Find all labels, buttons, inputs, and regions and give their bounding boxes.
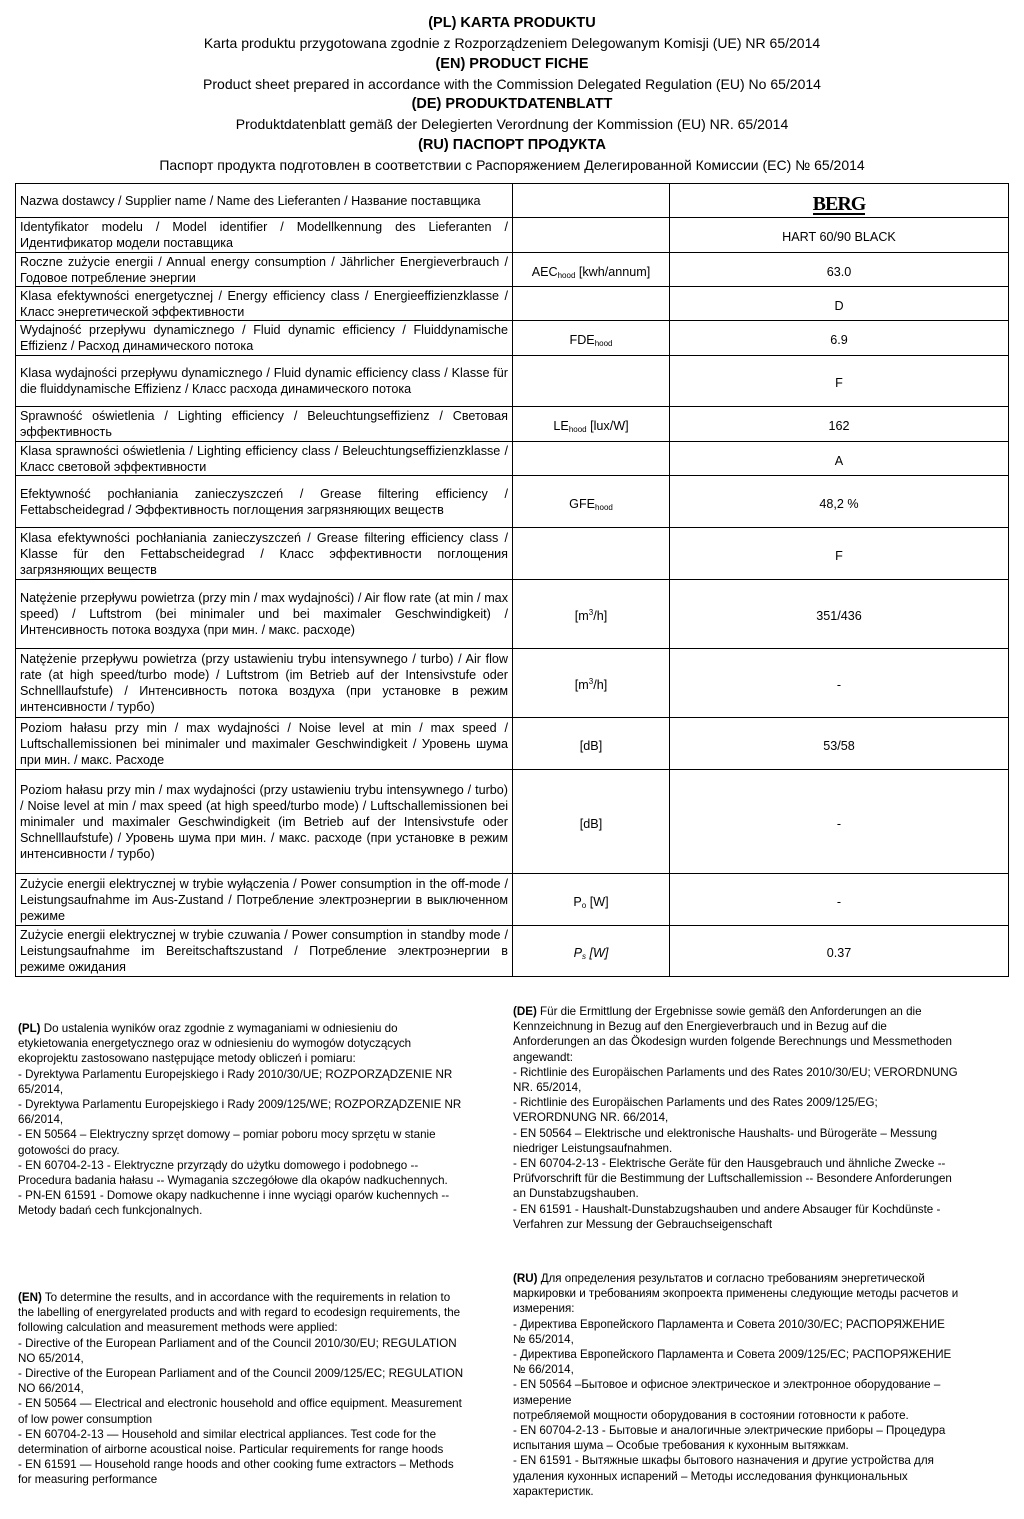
value-text: F — [835, 548, 843, 563]
unit-suffix: [W] — [586, 894, 609, 909]
value-cell — [670, 874, 1009, 926]
parameter-label: Poziom hałasu przy min / max wydajności (przy ustawieniu trybu intensywnego / turbo) / Noise level at min / max speed (at high speed/turbo mode) / Luftschallemissionen bei minimaler und maximaler Geschwindigkeit (im Betrieb auf der Intensivstufe oder Schnelllaufstufe) / Уровень шума при мин. / макс. расходе (при установке в режим интенсивности / турбо) — [16, 770, 513, 874]
unit-suffix: [lux/W] — [586, 419, 629, 433]
value-text: HART 60/90 BLACK — [782, 230, 896, 244]
product-fiche-table — [15, 183, 1009, 977]
method-line: - Richtlinie des Europäischen Parlaments und des Rates 2010/30/EU; VERORDNUNG — [513, 1065, 958, 1079]
method-line: - EN 60704-2-13 - Elektryczne przyrządy do użytku domowego i podobnego -- — [18, 1158, 419, 1172]
method-text: Für die Ermittlung der Ergebnisse sowie gemäß den Anforderungen an die — [536, 1005, 922, 1018]
method-line: 66/2014, — [18, 1113, 64, 1127]
method-line: - EN 61591 — Household range hoods and other cooking fume extractors – Methods — [18, 1458, 454, 1472]
value-text: - — [836, 816, 842, 831]
unit-symbol: [dB] — [579, 816, 603, 831]
method-text: Do ustalenia wyników oraz zgodnie z wymaganiami w odniesieniu do — [40, 1022, 398, 1035]
unit-symbol: P — [573, 946, 582, 960]
table-row — [16, 253, 1009, 287]
method-line: angewandt: — [513, 1050, 573, 1064]
table-row — [16, 218, 1009, 253]
table-row — [16, 321, 1009, 356]
value-text: D — [834, 298, 844, 313]
method-line — [18, 1290, 513, 1305]
value-text: 0.37 — [826, 946, 852, 960]
table-row — [16, 476, 1009, 528]
method-line: VERORDNUNG NR. 66/2014, — [513, 1111, 669, 1125]
language-tag: (RU) — [513, 1272, 538, 1285]
method-line: for measuring performance — [18, 1473, 158, 1487]
unit-symbol: [m — [574, 609, 589, 623]
method-line: Kennzeichnung in Bezug auf den Energieverbrauch und in Bezug auf die — [513, 1020, 887, 1034]
unit-suffix: [kwh/annum] — [575, 264, 651, 279]
method-line: - Директива Европейского Парламента и Совета 2010/30/ЕС; РАСПОРЯЖЕНИЕ — [513, 1317, 945, 1331]
unit-cell — [513, 218, 670, 253]
value-cell — [670, 528, 1009, 580]
method-line: № 65/2014, — [513, 1332, 574, 1346]
berg-logo: BERG — [812, 192, 866, 215]
unit-suffix: /h] — [593, 678, 608, 692]
header-title: (EN) PRODUCT FICHE — [435, 55, 589, 72]
table-row — [16, 649, 1009, 718]
unit-cell — [513, 184, 670, 218]
method-line — [513, 1004, 1008, 1019]
unit-cell — [513, 649, 670, 718]
method-line: - PN-EN 61591 - Domowe okapy nadkuchenne i inne wyciągi oparów kuchennych -- — [18, 1189, 450, 1203]
parameter-label: Klasa wydajności przepływu dynamicznego / Fluid dynamic efficiency class / Klasse für die fluiddynamische Effizienz / Класс расхода динамического потока — [16, 356, 513, 407]
value-cell — [670, 253, 1009, 287]
value-cell — [670, 718, 1009, 770]
parameter-label: Natężenie przepływu powietrza (przy ustawieniu trybu intensywnego / turbo) / Air flow rate (at high speed/turbo mode) / Luftstrom (im Betrieb auf der Intensivstufe oder Schnelllaufstufe) / Интенсивность потока воздуха (при установке в режим интенсивности / турбо) — [16, 649, 513, 718]
table-row — [16, 718, 1009, 770]
unit-cell — [513, 718, 670, 770]
unit-symbol: FDE — [569, 333, 595, 347]
unit-subscript: hood — [568, 425, 587, 434]
value-cell — [670, 287, 1009, 321]
method-line: - Directive of the European Parliament and of the Council 2010/30/EU; REGULATION — [18, 1336, 457, 1350]
unit-subscript: o — [581, 900, 587, 910]
value-cell — [670, 321, 1009, 356]
unit-cell — [513, 476, 670, 528]
language-tag: (PL) — [18, 1022, 41, 1035]
parameter-label: Nazwa dostawcy / Supplier name / Name des Lieferanten / Название поставщика — [16, 184, 513, 218]
method-line: маркировки и требованиям экопроекта применены следующие методы расчетов и — [513, 1287, 959, 1301]
unit-cell — [513, 356, 670, 407]
header-subtitle: Karta produktu przygotowana zgodnie z Rozporządzeniem Delegowanym Komisji (UE) NR 65/2014 — [203, 35, 821, 52]
value-text: - — [836, 678, 842, 692]
method-line: determination of airborne acoustical noise. Particular requirements for range hoods — [18, 1443, 444, 1457]
unit-cell — [513, 442, 670, 476]
header-title: (RU) ПАСПОРТ ПРОДУКТА — [418, 136, 606, 153]
value-text: 351/436 — [816, 609, 862, 623]
unit-cell — [513, 926, 670, 977]
method-line: потребляемой мощности оборудования в состоянии готовности к работе. — [513, 1408, 909, 1422]
unit-superscript: 3 — [588, 677, 594, 686]
unit-suffix: /h] — [593, 609, 608, 623]
methods-ru — [513, 1271, 1008, 1499]
table-row — [16, 926, 1009, 977]
document-header — [0, 13, 1024, 175]
methods-en — [18, 1290, 513, 1488]
unit-symbol: LE — [553, 419, 569, 433]
unit-subscript: hood — [557, 270, 576, 280]
table-row — [16, 442, 1009, 476]
method-line: удаления кухонных испарений – Методы исследования функциональных — [513, 1469, 908, 1483]
table-row — [16, 528, 1009, 580]
value-text: 48,2 % — [819, 496, 859, 511]
unit-suffix: [W] — [586, 946, 609, 960]
method-line — [18, 1021, 513, 1036]
method-line: характеристик. — [513, 1484, 594, 1498]
unit-cell — [513, 253, 670, 287]
value-cell — [670, 476, 1009, 528]
unit-cell — [513, 874, 670, 926]
table-row — [16, 184, 1009, 218]
value-text: A — [834, 453, 844, 468]
unit-cell — [513, 580, 670, 649]
method-line: NO 66/2014, — [18, 1382, 84, 1396]
parameter-label: Sprawność oświetlenia / Lighting efficiency / Beleuchtungseffizienz / Световая эффективность — [16, 407, 513, 442]
method-line: испытания шума – Особые требования к кухонным вытяжкам. — [513, 1439, 849, 1453]
method-line: of low power consumption — [18, 1412, 153, 1426]
parameter-label: Efektywność pochłaniania zanieczyszczeń / Grease filtering efficiency / Fettabscheidegrad / Эффективность поглощения загрязняющих веществ — [16, 476, 513, 528]
value-cell — [670, 580, 1009, 649]
unit-subscript: hood — [594, 339, 613, 348]
method-line: Prüfvorschrift für die Bestimmung der Luftschallemission -- Besondere Anforderungen — [513, 1172, 952, 1186]
parameter-label: Poziom hałasu przy min / max wydajności / Noise level at min / max speed / Luftschallemissionen bei minimaler und maximaler Geschwindigkeit / Уровень шума при мин. / макс. Расходе — [16, 718, 513, 770]
value-cell — [670, 926, 1009, 977]
method-line: NO 65/2014, — [18, 1351, 84, 1365]
method-line: измерение — [513, 1393, 572, 1407]
parameter-label: Identyfikator modelu / Model identifier / Modellkennung des Lieferanten / Идентификатор модели поставщика — [16, 218, 513, 253]
unit-subscript: s — [582, 952, 586, 961]
method-line: - EN 50564 — Electrical and electronic household and office equipment. Measurement — [18, 1397, 462, 1411]
unit-cell — [513, 287, 670, 321]
method-line: an Dunstabzugshauben. — [513, 1187, 639, 1201]
table-row — [16, 407, 1009, 442]
method-line: following calculation and measurement methods were applied: — [18, 1321, 338, 1335]
method-line: - EN 61591 - Вытяжные шкафы бытового назначения и другие устройства для — [513, 1454, 934, 1468]
table-row — [16, 770, 1009, 874]
method-line: - EN 60704-2-13 — Household and similar electrical appliances. Test code for the — [18, 1427, 437, 1441]
method-line: 65/2014, — [18, 1082, 64, 1096]
method-line: № 66/2014, — [513, 1363, 574, 1377]
methods-pl — [18, 1021, 513, 1219]
method-line: Anforderungen an das Ökodesign wurden folgende Berechnungs und Messmethoden — [513, 1035, 952, 1049]
supplier-logo-cell — [670, 184, 1009, 218]
header-subtitle: Паспорт продукта подготовлен в соответствии с Распоряжением Делегированной Комиссии (ЕС) № 65/2014 — [159, 157, 865, 174]
method-line: Metody badań cech funkcjonalnych. — [18, 1204, 203, 1218]
method-line: - Dyrektywa Parlamentu Europejskiego i Rady 2010/30/UE; ROZPORZĄDZENIE NR — [18, 1067, 453, 1081]
value-text: 53/58 — [823, 738, 855, 753]
value-text: 63.0 — [826, 264, 852, 279]
language-tag: (DE) — [513, 1005, 537, 1018]
table-row — [16, 356, 1009, 407]
header-subtitle: Product sheet prepared in accordance with the Commission Delegated Regulation (EU) No 65/2014 — [203, 75, 821, 92]
unit-superscript: 3 — [588, 608, 594, 617]
unit-symbol: [dB] — [579, 738, 603, 753]
table-row — [16, 580, 1009, 649]
method-line: niedriger Leistungsaufnahmen. — [513, 1141, 673, 1155]
unit-cell — [513, 770, 670, 874]
header-subtitle: Produktdatenblatt gemäß der Delegierten Verordnung der Kommission (EU) NR. 65/2014 — [235, 116, 789, 133]
method-line: gotowości do pracy. — [18, 1143, 120, 1157]
value-text: 162 — [828, 419, 850, 433]
method-line: - Richtlinie des Europäischen Parlaments und des Rates 2009/125/EG; — [513, 1096, 878, 1110]
value-cell — [670, 770, 1009, 874]
parameter-label: Natężenie przepływu powietrza (przy min / max wydajności) / Air flow rate (at min / max speed) / Luftstrom (bei minimaler und bei maximaler Geschwindigkeit) / Интенсивность потока воздуха (при мин. / макс. расходе) — [16, 580, 513, 649]
value-cell — [670, 356, 1009, 407]
unit-subscript: hood — [595, 502, 613, 512]
unit-cell — [513, 528, 670, 580]
methods-de — [513, 1004, 1008, 1232]
method-line — [513, 1271, 1008, 1286]
language-tag: (EN) — [18, 1291, 42, 1304]
header-title: (DE) PRODUKTDATENBLATT — [411, 96, 613, 113]
parameter-label: Klasa efektywności energetycznej / Energy efficiency class / Energieeffizienzklasse / Класс энергетической эффективности — [16, 287, 513, 321]
value-cell — [670, 407, 1009, 442]
method-line: - EN 61591 - Haushalt-Dunstabzugshauben und andere Absauger für Kochdünste - — [513, 1202, 941, 1216]
method-line: - Директива Европейского Парламента и Совета 2009/125/ЕС; РАСПОРЯЖЕНИЕ — [513, 1348, 952, 1362]
unit-symbol: AEC — [531, 264, 558, 279]
parameter-label: Zużycie energii elektrycznej w trybie czuwania / Power consumption in standby mode / Leistungsaufnahme im Bereitschaftszustand / Потребление электроэнергии в режиме ожидания — [16, 926, 513, 977]
value-cell — [670, 218, 1009, 253]
unit-symbol: GFE — [569, 496, 596, 511]
value-text: 6.9 — [830, 333, 848, 347]
parameter-label: Zużycie energii elektrycznej w trybie wyłączenia / Power consumption in the off-mode / Leistungsaufnahme im Aus-Zustand / Потребление электроэнергии в выключенном режиме — [16, 874, 513, 926]
parameter-label: Wydajność przepływu dynamicznego / Fluid dynamic efficiency / Fluiddynamische Effizienz / Расход динамического потока — [16, 321, 513, 356]
value-text: - — [836, 894, 842, 909]
method-line: Procedura badania hałasu -- Wymagania szczegółowe dla okapów nadkuchennych. — [18, 1174, 448, 1188]
table-row — [16, 874, 1009, 926]
method-line: - Directive of the European Parliament and of the Council 2009/125/EC; REGULATION — [18, 1367, 464, 1381]
parameter-label: Roczne zużycie energii / Annual energy consumption / Jährlicher Energieverbrauch / Годовое потребление энергии — [16, 253, 513, 287]
method-line: - EN 60704-2-13 - Elektrische Geräte für den Hausgebrauch und ähnliche Zwecke -- — [513, 1157, 946, 1171]
method-line: NR. 65/2014, — [513, 1081, 582, 1095]
method-line: etykietowania energetycznego oraz w odniesieniu do wymogów dotyczących — [18, 1037, 412, 1051]
value-cell — [670, 649, 1009, 718]
method-text: To determine the results, and in accordance with the requirements in relation to — [41, 1291, 451, 1304]
header-title: (PL) KARTA PRODUKTU — [428, 15, 596, 31]
method-line: ekoprojektu zastosowano następujące metody obliczeń i pomiaru: — [18, 1052, 356, 1066]
parameter-label: Klasa efektywności pochłaniania zanieczyszczeń / Grease filtering efficiency class / Klasse für den Fettabscheidegrad / Класс эффективности поглощения загрязняющих веществ — [16, 528, 513, 580]
value-text: F — [835, 376, 843, 390]
method-text: Для определения результатов и согласно требованиям энергетической — [537, 1272, 925, 1285]
method-line: измерения: — [513, 1302, 575, 1316]
method-line: - Dyrektywa Parlamentu Europejskiego i Rady 2009/125/WE; ROZPORZĄDZENIE NR — [18, 1098, 462, 1112]
method-line: the labelling of energyrelated products and with regard to ecodesign requirements, the — [18, 1306, 461, 1320]
table-row — [16, 287, 1009, 321]
method-line: - EN 50564 – Elektrische und elektronische Haushalts- und Bürogeräte – Messung — [513, 1126, 938, 1140]
unit-cell — [513, 407, 670, 442]
method-line: Verfahren zur Messung der Gebrauchseigenschaft — [513, 1217, 773, 1231]
value-cell — [670, 442, 1009, 476]
method-line: - EN 60704-2-13 - Бытовые и аналогичные электрические приборы – Процедура — [513, 1424, 946, 1438]
unit-symbol: P — [573, 894, 582, 909]
method-line: - EN 50564 – Elektryczny sprzęt domowy – pomiar poboru mocy sprzętu w stanie — [18, 1128, 436, 1142]
method-line: - EN 50564 –Бытовое и офисное электрическое и электронное оборудование – — [513, 1378, 941, 1392]
parameter-label: Klasa sprawności oświetlenia / Lighting efficiency class / Beleuchtungseffizienzklasse / Класс световой эффективности — [16, 442, 513, 476]
unit-cell — [513, 321, 670, 356]
unit-symbol: [m — [574, 678, 589, 692]
